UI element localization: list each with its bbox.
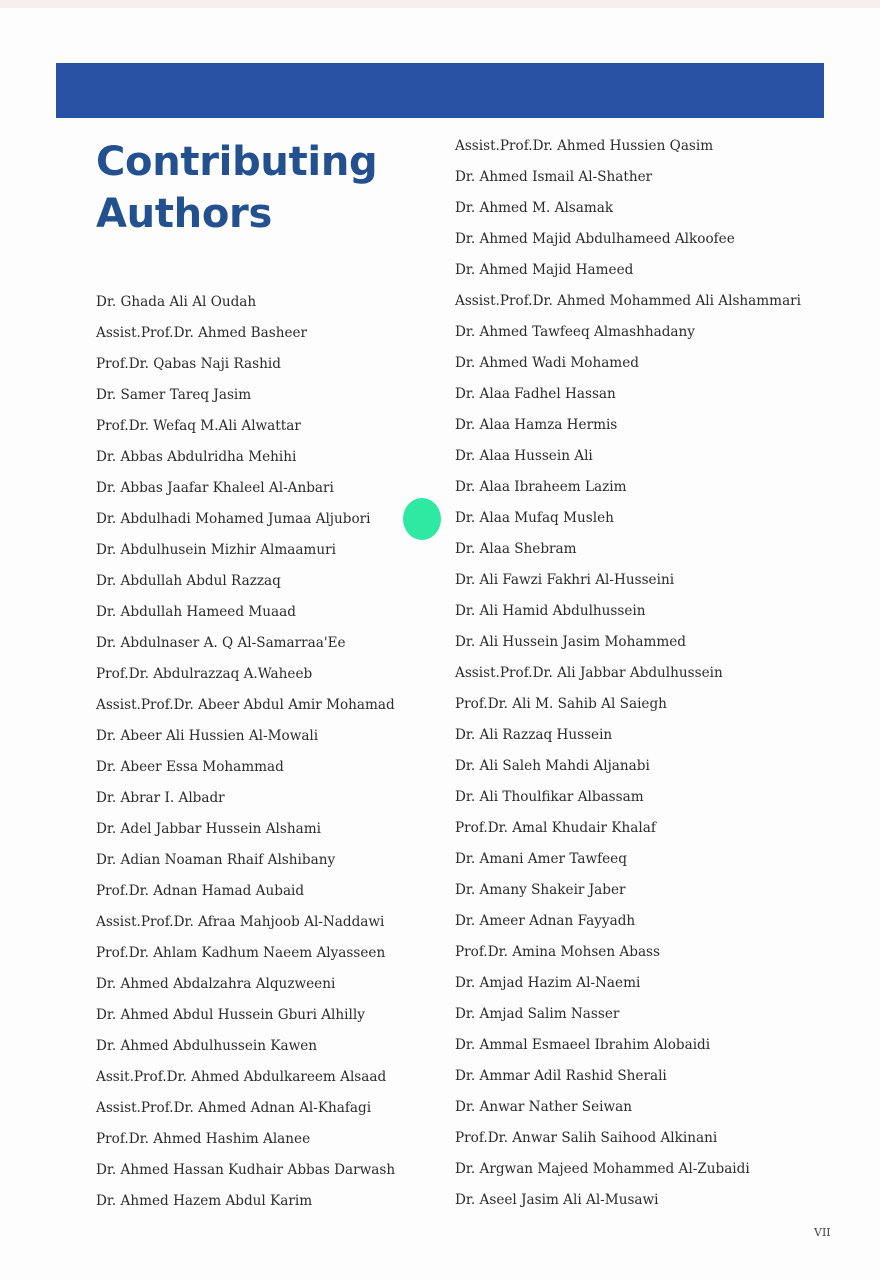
author-entry: Assist.Prof.Dr. Ahmed Adnan Al-Khafagi (96, 1100, 372, 1116)
author-entry: Prof.Dr. Ahlam Kadhum Naeem Alyasseen (96, 945, 386, 961)
author-entry: Dr. Ahmed Ismail Al-Shather (455, 169, 653, 185)
author-entry: Dr. Ameer Adnan Fayyadh (455, 913, 636, 929)
author-entry: Dr. Alaa Hamza Hermis (455, 417, 618, 433)
author-entry: Dr. Ahmed Tawfeeq Almashhadany (455, 324, 695, 340)
author-entry: Dr. Alaa Fadhel Hassan (455, 386, 616, 402)
highlight-mark (403, 498, 441, 540)
author-entry: Dr. Ahmed Wadi Mohamed (455, 355, 639, 371)
author-entry: Dr. Abbas Jaafar Khaleel Al-Anbari (96, 480, 334, 496)
author-entry: Dr. Abeer Ali Hussien Al-Mowali (96, 728, 319, 744)
author-entry: Dr. Ahmed Abdalzahra Alquzweeni (96, 976, 336, 992)
author-entry: Assit.Prof.Dr. Ahmed Abdulkareem Alsaad (96, 1069, 387, 1085)
author-entry: Assist.Prof.Dr. Abeer Abdul Amir Mohamad (96, 697, 395, 713)
author-entry: Prof.Dr. Wefaq M.Ali Alwattar (96, 418, 301, 434)
author-entry: Dr. Abdullah Abdul Razzaq (96, 573, 281, 589)
author-entry: Prof.Dr. Amal Khudair Khalaf (455, 820, 656, 836)
author-entry: Dr. Abbas Abdulridha Mehihi (96, 449, 297, 465)
author-entry: Dr. Argwan Majeed Mohammed Al-Zubaidi (455, 1161, 750, 1177)
author-entry: Dr. Samer Tareq Jasim (96, 387, 252, 403)
author-entry: Dr. Ali Hussein Jasim Mohammed (455, 634, 686, 650)
author-entry: Assist.Prof.Dr. Ahmed Mohammed Ali Alshammari (455, 293, 802, 309)
author-entry: Dr. Adian Noaman Rhaif Alshibany (96, 852, 336, 868)
document-page (0, 8, 880, 1280)
title-line-2: Authors (96, 191, 272, 237)
author-entry: Dr. Ammal Esmaeel Ibrahim Alobaidi (455, 1037, 711, 1053)
title-line-1: Contributing (96, 139, 378, 185)
author-entry: Dr. Ahmed Abdulhussein Kawen (96, 1038, 318, 1054)
author-entry: Prof.Dr. Ahmed Hashim Alanee (96, 1131, 311, 1147)
header-color-band (56, 63, 824, 118)
author-entry: Dr. Ahmed Hazem Abdul Karim (96, 1193, 313, 1209)
author-entry: Dr. Abrar I. Albadr (96, 790, 225, 806)
author-entry: Dr. Abdulhadi Mohamed Jumaa Aljubori (96, 511, 371, 527)
author-entry: Assist.Prof.Dr. Ahmed Basheer (96, 325, 308, 341)
page-number: VII (814, 1226, 831, 1239)
author-entry: Dr. Ali Saleh Mahdi Aljanabi (455, 758, 650, 774)
author-entry: Dr. Amjad Hazim Al-Naemi (455, 975, 641, 991)
author-entry: Assist.Prof.Dr. Ahmed Hussien Qasim (455, 138, 714, 154)
author-entry: Dr. Alaa Hussein Ali (455, 448, 593, 464)
authors-list-right (455, 131, 801, 1216)
author-entry: Dr. Abdulhusein Mizhir Almaamuri (96, 542, 336, 558)
author-entry: Dr. Alaa Shebram (455, 541, 577, 557)
author-entry: Dr. Adel Jabbar Hussein Alshami (96, 821, 321, 837)
author-entry: Dr. Aseel Jasim Ali Al-Musawi (455, 1192, 659, 1208)
author-entry: Dr. Abdullah Hameed Muaad (96, 604, 296, 620)
author-entry: Dr. Anwar Nather Seiwan (455, 1099, 632, 1115)
author-entry: Dr. Amany Shakeir Jaber (455, 882, 626, 898)
author-entry: Prof.Dr. Adnan Hamad Aubaid (96, 883, 305, 899)
author-entry: Dr. Ahmed M. Alsamak (455, 200, 614, 216)
author-entry: Dr. Alaa Mufaq Musleh (455, 510, 614, 526)
author-entry: Dr. Ahmed Hassan Kudhair Abbas Darwash (96, 1162, 396, 1178)
author-entry: Dr. Ammar Adil Rashid Sherali (455, 1068, 667, 1084)
author-entry: Dr. Ahmed Abdul Hussein Gburi Alhilly (96, 1007, 365, 1023)
author-entry: Assist.Prof.Dr. Ali Jabbar Abdulhussein (455, 665, 723, 681)
author-entry: Dr. Ali Thoulfikar Albassam (455, 789, 644, 805)
page-title (96, 136, 416, 240)
author-entry: Dr. Ahmed Majid Abdulhameed Alkoofee (455, 231, 735, 247)
author-entry: Dr. Ali Fawzi Fakhri Al-Husseini (455, 572, 675, 588)
author-entry: Dr. Alaa Ibraheem Lazim (455, 479, 627, 495)
author-entry: Prof.Dr. Amina Mohsen Abass (455, 944, 661, 960)
authors-list-left (96, 287, 395, 1217)
author-entry: Dr. Ali Hamid Abdulhussein (455, 603, 646, 619)
author-entry: Assist.Prof.Dr. Afraa Mahjoob Al-Naddawi (96, 914, 385, 930)
author-entry: Dr. Abeer Essa Mohammad (96, 759, 284, 775)
author-entry: Dr. Amani Amer Tawfeeq (455, 851, 627, 867)
author-entry: Prof.Dr. Ali M. Sahib Al Saiegh (455, 696, 667, 712)
author-entry: Dr. Abdulnaser A. Q Al-Samarraa'Ee (96, 635, 346, 651)
author-entry: Dr. Ahmed Majid Hameed (455, 262, 634, 278)
author-entry: Prof.Dr. Qabas Naji Rashid (96, 356, 281, 372)
author-entry: Prof.Dr. Anwar Salih Saihood Alkinani (455, 1130, 718, 1146)
author-entry: Dr. Ali Razzaq Hussein (455, 727, 613, 743)
author-entry: Dr. Amjad Salim Nasser (455, 1006, 620, 1022)
author-entry: Prof.Dr. Abdulrazzaq A.Waheeb (96, 666, 313, 682)
author-entry: Dr. Ghada Ali Al Oudah (96, 294, 257, 310)
